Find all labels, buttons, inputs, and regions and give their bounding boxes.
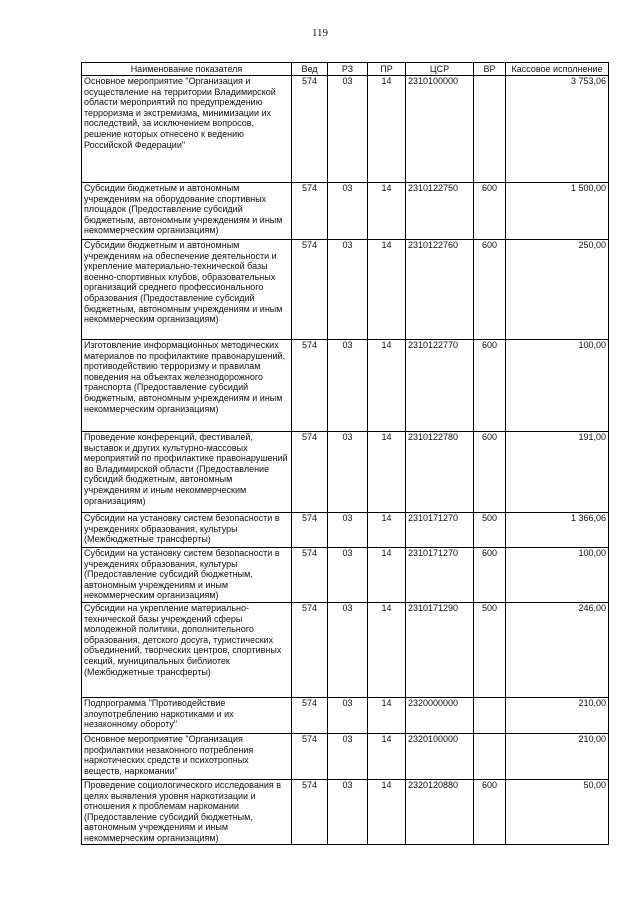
cell-ved: 574 [292,698,328,734]
cell-rz: 03 [328,603,368,698]
cell-pr: 14 [368,734,406,780]
cell-name: Субсидии на установку систем безопасности в учреждениях образования, культуры (Предоставление субсидий бюджетным, автономным учреждениям и иным некоммерческим организациям) [82,548,292,603]
cell-ved: 574 [292,548,328,603]
cell-vr: 600 [474,240,506,340]
table-row [82,183,609,240]
cell-amount: 50,00 [506,780,609,845]
table-row [82,780,609,845]
cell-amount: 250,00 [506,240,609,340]
cell-csr: 2310100000 [406,76,474,183]
cell-name: Проведение конференций, фестивалей, выставок и других культурно-массовых мероприятий по профилактике правонарушений во Владимирской области (Предоставление субсидий бюджетным, автономным учреждениям и иным некоммерческим организациям) [82,432,292,513]
table-row [82,432,609,513]
table-header-row [82,63,609,76]
cell-pr: 14 [368,240,406,340]
budget-table [81,62,609,845]
cell-vr: 600 [474,548,506,603]
cell-amount: 100,00 [506,340,609,432]
cell-pr: 14 [368,513,406,548]
cell-pr: 14 [368,698,406,734]
page-number: 119 [311,27,329,39]
cell-name: Субсидии на установку систем безопасности в учреждениях образования, культуры (Межбюджетные трансферты) [82,513,292,548]
cell-name: Изготовление информационных методических материалов по профилактике правонарушений, противодействию терроризму и правилам поведения на объектах железнодорожного транспорта (Предоставление субсидий бюджетным, автономным учреждениям и иным некоммерческим организациям) [82,340,292,432]
cell-pr: 14 [368,603,406,698]
cell-amount: 1 366,06 [506,513,609,548]
cell-csr: 2310171270 [406,513,474,548]
cell-vr [474,734,506,780]
table-row [82,340,609,432]
cell-pr: 14 [368,432,406,513]
header-csr: ЦСР [406,63,474,76]
cell-ved: 574 [292,780,328,845]
cell-pr: 14 [368,780,406,845]
cell-name: Проведение социологического исследования в целях выявления уровня наркотизации и отношения к проблемам наркомании (Предоставление субсидий бюджетным, автономным учреждениям и иным некоммерческим организациям) [82,780,292,845]
cell-vr: 500 [474,513,506,548]
cell-amount: 191,00 [506,432,609,513]
cell-rz: 03 [328,432,368,513]
cell-ved: 574 [292,340,328,432]
cell-pr: 14 [368,548,406,603]
cell-name: Субсидии бюджетным и автономным учреждениям на обеспечение деятельности и укрепление материально-технической базы военно-спортивных клубов, образовательных организаций среднего профессионального образования (Предоставление субсидий бюджетным, автономным учреждениям и иным некоммерческим организациям) [82,240,292,340]
cell-csr: 2310122760 [406,240,474,340]
cell-pr: 14 [368,183,406,240]
cell-pr: 14 [368,76,406,183]
cell-name: Субсидии бюджетным и автономным учреждениям на оборудование спортивных площадок (Предоставление субсидий бюджетным, автономным учреждениям и иным некоммерческим организациям) [82,183,292,240]
cell-amount: 100,00 [506,548,609,603]
cell-csr: 2310122750 [406,183,474,240]
cell-vr [474,698,506,734]
cell-csr: 2310122770 [406,340,474,432]
cell-vr [474,76,506,183]
cell-amount: 1 500,00 [506,183,609,240]
cell-ved: 574 [292,734,328,780]
table-row [82,548,609,603]
header-pr: ПР [368,63,406,76]
cell-ved: 574 [292,432,328,513]
header-vr: ВР [474,63,506,76]
cell-csr: 2320120880 [406,780,474,845]
cell-ved: 574 [292,76,328,183]
header-rz: РЗ [328,63,368,76]
table-row [82,603,609,698]
cell-csr: 2320000000 [406,698,474,734]
cell-vr: 600 [474,183,506,240]
cell-rz: 03 [328,183,368,240]
cell-vr: 500 [474,603,506,698]
cell-rz: 03 [328,240,368,340]
table-row [82,76,609,183]
cell-name: Подпрограмма "Противодействие злоупотреблению наркотиками и их незаконному обороту" [82,698,292,734]
cell-rz: 03 [328,698,368,734]
table-row [82,734,609,780]
cell-amount: 210,00 [506,734,609,780]
cell-name: Субсидии на укрепление материально-технической базы учреждений сферы молодежной политики, дополнительного образования, детского досуга, туристических объединений, творческих центров, спортивных секций, муниципальных библиотек (Межбюджетные трансферты) [82,603,292,698]
cell-vr: 600 [474,432,506,513]
cell-rz: 03 [328,734,368,780]
cell-pr: 14 [368,340,406,432]
cell-name: Основное мероприятие "Организация и осуществление на территории Владимирской области мероприятий по предупреждению терроризма и экстремизма, минимизации их последствий, за исключением вопросов, решение которых отнесено к ведению Российской Федерации" [82,76,292,183]
cell-csr: 2310122780 [406,432,474,513]
cell-ved: 574 [292,183,328,240]
cell-rz: 03 [328,548,368,603]
cell-rz: 03 [328,513,368,548]
table-row [82,240,609,340]
header-name: Наименование показателя [82,63,292,76]
cell-amount: 210,00 [506,698,609,734]
cell-csr: 2310171270 [406,548,474,603]
cell-ved: 574 [292,240,328,340]
cell-name: Основное мероприятие "Организация профилактики незаконного потребления наркотических средств и психотропных веществ, наркомании" [82,734,292,780]
cell-vr: 600 [474,780,506,845]
cell-amount: 3 753,06 [506,76,609,183]
cell-ved: 574 [292,603,328,698]
cell-rz: 03 [328,340,368,432]
cell-rz: 03 [328,76,368,183]
cell-csr: 2310171290 [406,603,474,698]
cell-csr: 2320100000 [406,734,474,780]
cell-ved: 574 [292,513,328,548]
header-amount: Кассовое исполнение [506,63,609,76]
header-ved: Вед [292,63,328,76]
cell-amount: 246,00 [506,603,609,698]
table-row [82,698,609,734]
cell-vr: 600 [474,340,506,432]
cell-rz: 03 [328,780,368,845]
table-row [82,513,609,548]
